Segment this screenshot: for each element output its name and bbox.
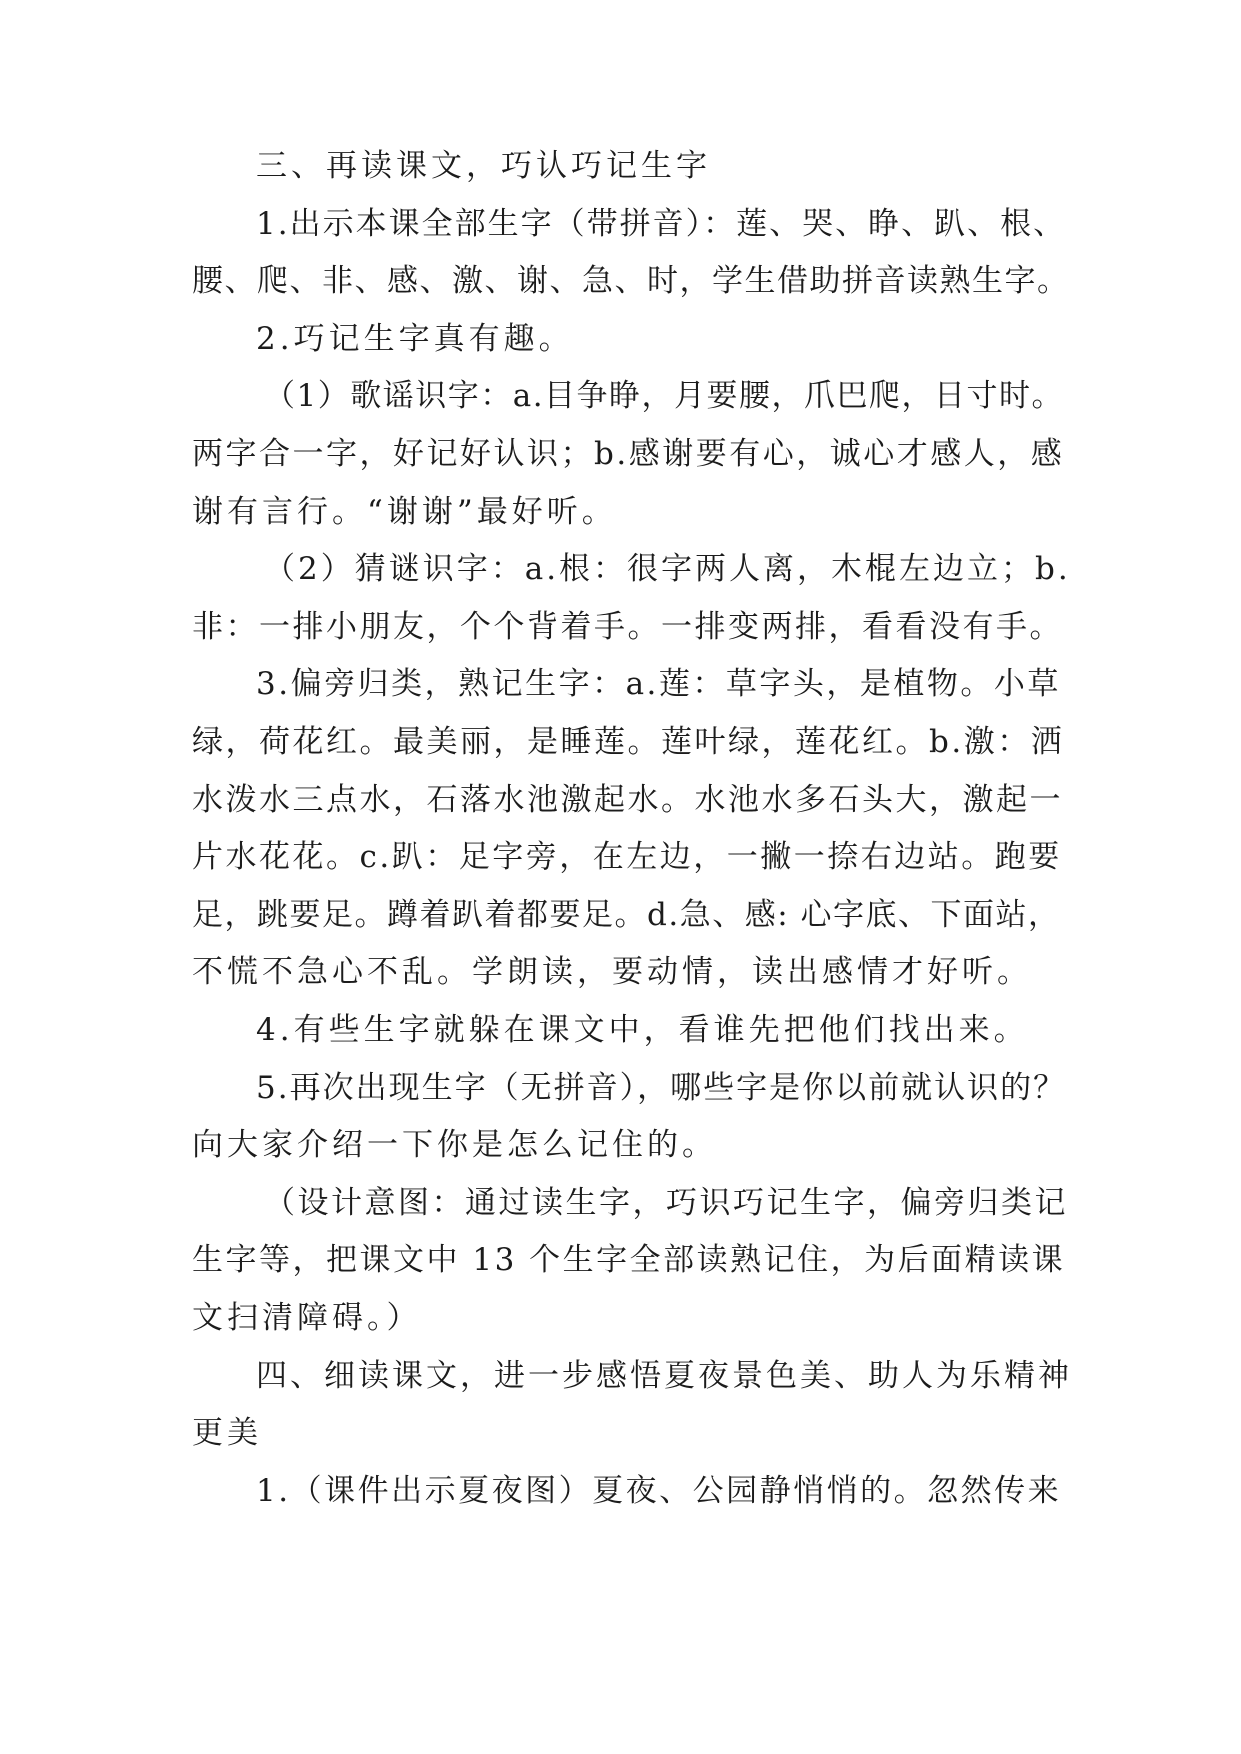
text-line: 向大家介绍一下你是怎么记住的。 — [192, 1127, 717, 1164]
text-line: 非：一排小朋友，个个背着手。一排变两排，看看没有手。 — [192, 608, 1063, 645]
text-line: 足，跳要足。蹲着趴着都要足。d.急、感: 心字底、下面站， — [192, 896, 1061, 933]
text-line: 两字合一字，好记好认识；b.感谢要有心，诚心才感人，感 — [192, 435, 1065, 472]
text-line: 更美 — [192, 1415, 262, 1452]
paragraph-fun-memory — [192, 311, 1072, 369]
text-line: 1.出示本课全部生字（带拼音）：莲、哭、睁、趴、根、 — [256, 205, 1067, 242]
text-line: （设计意图：通过读生字，巧识巧记生字，偏旁归类记 — [264, 1184, 1068, 1221]
text-line: （1）歌谣识字：a.目争睁，月要腰，爪巴爬，日寸时。 — [264, 378, 1065, 415]
text-line: 4.有些生字就躲在课文中，看谁先把他们找出来。 — [256, 1012, 1029, 1048]
paragraph-design-intent — [192, 1175, 1072, 1348]
paragraph-radical-classification — [192, 656, 1072, 1002]
text-line: 文扫清障碍。） — [192, 1299, 422, 1336]
text-line: 三、再读课文，巧认巧记生字 — [256, 148, 711, 184]
text-line: 2.巧记生字真有趣。 — [256, 320, 574, 357]
text-line: 3.偏旁归类，熟记生字：a.莲：草字头，是植物。小草 — [256, 666, 1061, 703]
section-heading-3 — [192, 138, 1072, 196]
text-line: 四、细读课文，进一步感悟夏夜景色美、助人为乐精神 — [256, 1357, 1072, 1394]
text-line: 不慌不急心不乱。学朗读，要动情，读出感情才好听。 — [192, 954, 1032, 991]
text-line: 绿，荷花红。最美丽，是睡莲。莲叶绿，莲花红。b.激：洒 — [192, 723, 1065, 760]
paragraph-show-again — [192, 1060, 1072, 1175]
text-line: 5.再次出现生字（无拼音），哪些字是你以前就认识的？ — [256, 1069, 1067, 1106]
paragraph-new-characters — [192, 196, 1072, 311]
section-heading-4 — [192, 1348, 1072, 1463]
text-line: 谢有言行。“谢谢”最好听。 — [192, 493, 617, 530]
paragraph-riddle-literacy — [192, 541, 1072, 656]
text-line: 腰、爬、非、感、激、谢、急、时，学生借助拼音读熟生字。 — [192, 263, 1070, 300]
text-line: 1.（课件出示夏夜图）夏夜、公园静悄悄的。忽然传来 — [256, 1472, 1062, 1509]
text-line: 水泼水三点水，石落水池激起水。水池水多石头大，激起一 — [192, 781, 1063, 818]
paragraph-song-literacy — [192, 368, 1072, 541]
text-line: 片水花花。c.趴：足字旁，在左边，一撇一捺右边站。跑要 — [192, 839, 1062, 876]
text-line: 生字等，把课文中 13 个生字全部读熟记住，为后面精读课 — [192, 1242, 1066, 1279]
paragraph-summer-night — [192, 1463, 1072, 1521]
text-line: （2）猜谜识字：a.根：很字两人离，木棍左边立；b. — [264, 551, 1071, 588]
paragraph-find-characters — [192, 1002, 1072, 1060]
